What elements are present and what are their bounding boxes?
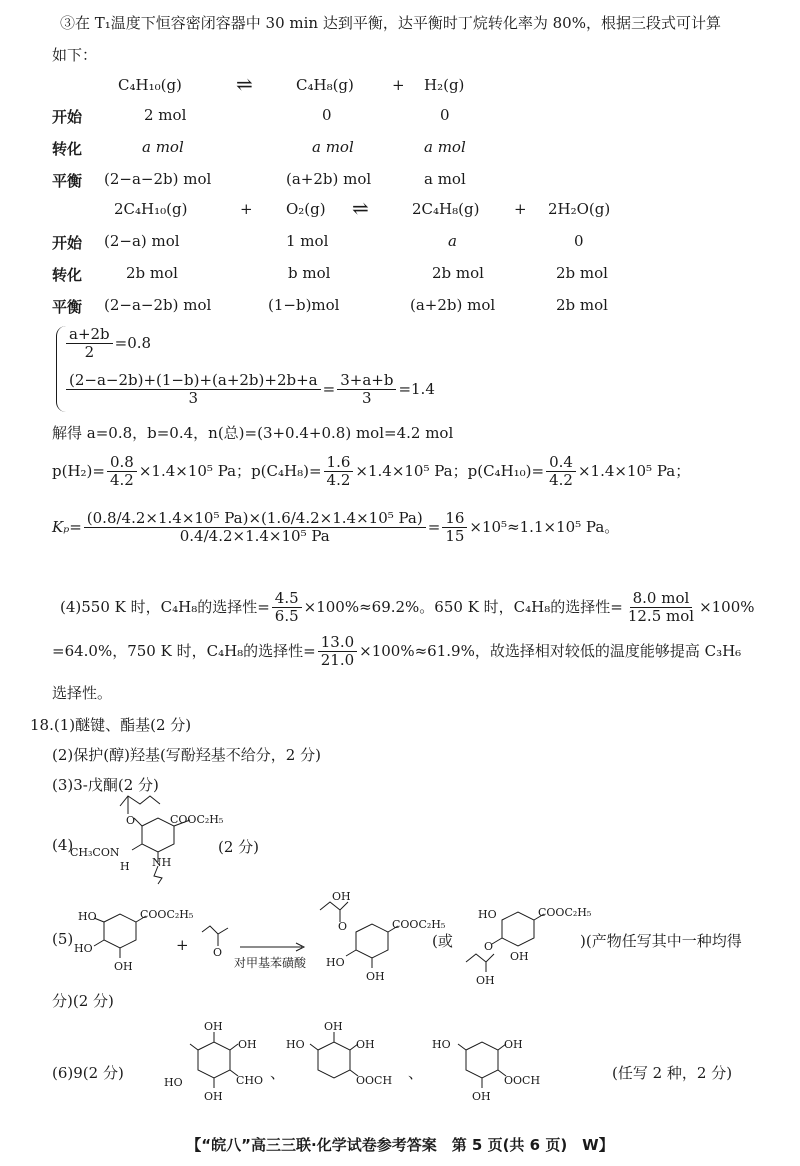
- r1-row-label: 开始: [52, 108, 83, 126]
- r2-product-1: 2C₄H₈(g): [412, 200, 480, 218]
- r2-reactant: 2C₄H₁₀(g): [114, 200, 188, 218]
- p4-text: ×100%≈61.9%，故选择相对较低的温度能够提高 C₃H₆: [359, 641, 742, 660]
- r1-cell: 0: [322, 106, 332, 124]
- s4-h: H: [120, 860, 130, 873]
- eq2-denominator-2: 3: [362, 389, 372, 408]
- q18-3: (3)3-戊酮(2 分): [52, 776, 159, 794]
- r2-cell: (2−a−2b) mol: [104, 296, 212, 314]
- structure-6b: [284, 1020, 394, 1124]
- r1-plus: +: [392, 76, 405, 94]
- r2-cell: (1−b)mol: [268, 296, 340, 314]
- structure-4-drawing: [70, 794, 230, 884]
- s5-ketone-o: O: [213, 946, 223, 959]
- r2-product-2: 2H₂O(g): [548, 200, 611, 218]
- s5-oh: OH: [114, 960, 133, 973]
- structure-6a: [158, 1020, 268, 1124]
- s5p-o: O: [338, 920, 348, 933]
- s5p-oh2: OH: [366, 970, 385, 983]
- r1-cell: a mol: [142, 138, 184, 156]
- structure-6b-drawing: [284, 1020, 394, 1120]
- s6c-oh-right: OH: [504, 1038, 523, 1051]
- q18-6-tail: (任写 2 种，2 分): [612, 1064, 733, 1082]
- p4-text: ×100%≈69.2%。650 K 时，C₄H₈的选择性=: [303, 597, 623, 616]
- catalyst-label: 对甲基苯磺酸: [234, 956, 307, 970]
- r2-cell: (2−a) mol: [104, 232, 180, 250]
- pc4h8-label: p(C₄H₈)=: [251, 461, 322, 480]
- s5a-ho: HO: [478, 908, 497, 921]
- p4-f1-den: 6.5: [274, 607, 299, 626]
- q18-5-or: (或: [432, 932, 453, 950]
- s5p-oh: OH: [332, 890, 351, 903]
- page-footer: 【“皖八”高三三联·化学试卷参考答案 第 5 页(共 6 页) W】: [186, 1136, 614, 1154]
- s6c-oh-bottom: OH: [472, 1090, 491, 1103]
- structure-5-reactant-drawing: [66, 904, 194, 980]
- r2-cell: 0: [574, 232, 584, 250]
- s6b-ho: HO: [286, 1038, 305, 1051]
- q18-4-label: (4): [52, 836, 74, 854]
- r2-cell: a: [448, 232, 457, 250]
- r2-cell: 2b mol: [556, 296, 608, 314]
- r2-row-label: 平衡: [52, 298, 83, 316]
- r2-oxygen: O₂(g): [286, 200, 326, 218]
- eq2-equals: =: [322, 379, 336, 398]
- kp-den-2: 15: [445, 527, 465, 546]
- pc4h8-den: 4.2: [326, 471, 351, 490]
- r1-cell: a mol: [312, 138, 354, 156]
- s6a-cho: CHO: [236, 1074, 264, 1087]
- s5-ester: COOC₂H₅: [140, 908, 194, 921]
- s5a-o: O: [484, 940, 494, 953]
- eq2-denominator: 3: [188, 389, 199, 408]
- s5p-ho: HO: [326, 956, 345, 969]
- structure-4: [70, 794, 230, 888]
- r2-row-label: 开始: [52, 234, 83, 252]
- ph2-den: 4.2: [109, 471, 134, 490]
- structure-5-alt-product: [452, 896, 592, 990]
- kp-equals: =: [427, 517, 441, 536]
- p4-f3-num: 13.0: [318, 634, 357, 652]
- equation-2: [64, 372, 435, 408]
- q18-6-sep-1: 、: [270, 1064, 286, 1082]
- r1-row-label: 平衡: [52, 172, 83, 190]
- structure-5-reactant: [66, 904, 194, 984]
- pc4h10-label: p(C₄H₁₀)=: [467, 461, 545, 480]
- eq2-rhs: =1.4: [398, 379, 435, 398]
- s6a-oh-top: OH: [204, 1020, 223, 1033]
- s5-ho2: HO: [74, 942, 93, 955]
- s6b-oh-top: OH: [324, 1020, 343, 1033]
- q18-5-label: (5): [52, 930, 74, 948]
- part4-line-3: 选择性。: [52, 684, 113, 702]
- s6c-ho: HO: [432, 1038, 451, 1051]
- r1-equilibrium-arrow: ⇌: [236, 72, 253, 96]
- r2-cell: 2b mol: [556, 264, 608, 282]
- r2-equilibrium-arrow: ⇌: [352, 196, 369, 220]
- part4-line-1: [60, 590, 755, 626]
- kp-result: ×10⁵≈1.1×10⁵ Pa。: [469, 517, 620, 536]
- q18-4-score: (2 分): [218, 838, 260, 856]
- s6a-ho: HO: [164, 1076, 183, 1089]
- q18-6-label: (6)9(2 分): [52, 1064, 124, 1082]
- p4-text: =64.0%，750 K 时，C₄H₈的选择性=: [52, 641, 316, 660]
- r2-plus: +: [514, 200, 527, 218]
- eq1-rhs: =0.8: [114, 333, 152, 352]
- q18-2: (2)保护(醇)羟基(写酚羟基不给分，2 分): [52, 746, 321, 764]
- r1-product-2: H₂(g): [424, 76, 465, 94]
- ph2-label: p(H₂)=: [52, 461, 105, 480]
- q18-5-end: 分)(2 分): [52, 992, 114, 1010]
- p4-f3-den: 21.0: [320, 651, 355, 670]
- kp-expression: [52, 510, 619, 546]
- intro-line-1: ③在 T₁温度下恒容密闭容器中 30 min 达到平衡，达平衡时丁烷转化率为 80%，根据三段式可计算: [60, 14, 721, 32]
- kp-numerator: (0.8/4.2×1.4×10⁵ Pa)×(1.6/4.2×1.4×10⁵ Pa): [84, 510, 426, 528]
- q18-5-tail: )(产物任写其中一种均得: [580, 932, 742, 950]
- solve-line: 解得 a=0.8，b=0.4，n(总)=(3+0.4+0.8) mol=4.2 mol: [52, 424, 454, 442]
- pc4h10-den: 4.2: [549, 471, 573, 490]
- r2-cell: 1 mol: [286, 232, 329, 250]
- s4-nh: NH: [152, 856, 172, 869]
- eq2-numerator: (2−a−2b)+(1−b)+(a+2b)+2b+a: [66, 372, 321, 390]
- r1-cell: (a+2b) mol: [286, 170, 372, 188]
- r1-cell: 0: [440, 106, 450, 124]
- partial-pressures: [52, 454, 690, 490]
- q18-1: 18.(1)醚键、酯基(2 分): [30, 716, 192, 734]
- s5a-oh2: OH: [476, 974, 495, 987]
- r2-cell: b mol: [288, 264, 331, 282]
- r1-reactant: C₄H₁₀(g): [118, 76, 182, 94]
- r2-cell: 2b mol: [126, 264, 178, 282]
- s5a-ester: COOC₂H₅: [538, 906, 592, 919]
- s6a-oh-right: OH: [238, 1038, 257, 1051]
- s6b-oocch: OOCH: [356, 1074, 393, 1087]
- pc4h8-num: 1.6: [324, 454, 354, 472]
- r1-cell: (2−a−2b) mol: [104, 170, 212, 188]
- equation-1: [64, 326, 151, 362]
- structure-6a-drawing: [158, 1020, 268, 1120]
- eq1-denominator: 2: [84, 343, 95, 362]
- p4-f2-num: 8.0 mol: [630, 590, 693, 608]
- s6c-oocch: OOCH: [504, 1074, 541, 1087]
- ph2-rhs: ×1.4×10⁵ Pa；: [138, 461, 252, 480]
- s5-ho1: HO: [78, 910, 97, 923]
- s6a-oh-bottom: OH: [204, 1090, 223, 1103]
- structure-5-product: [312, 888, 446, 992]
- r2-cell: 2b mol: [432, 264, 484, 282]
- s4-o: O: [126, 814, 136, 827]
- structure-5-ketone-drawing: [198, 920, 238, 960]
- r2-plus: +: [240, 200, 253, 218]
- q18-5-plus: +: [176, 936, 189, 954]
- structure-6c-drawing: [428, 1020, 558, 1120]
- s4-amide: CH₃CON: [70, 846, 120, 859]
- kp-num-2: 16: [442, 510, 467, 528]
- kp-label: Kₚ=: [52, 517, 82, 536]
- s5p-ester: COOC₂H₅: [392, 918, 446, 931]
- p4-text: (4)550 K 时，C₄H₈的选择性=: [60, 597, 270, 616]
- r1-cell: a mol: [424, 170, 466, 188]
- r1-cell: 2 mol: [144, 106, 187, 124]
- pc4h8-rhs: ×1.4×10⁵ Pa；: [355, 461, 468, 480]
- s6b-oh-right: OH: [356, 1038, 375, 1051]
- r1-product-1: C₄H₈(g): [296, 76, 354, 94]
- p4-text: ×100%: [699, 597, 755, 616]
- part4-line-2: [52, 634, 741, 670]
- intro-line-2: 如下：: [52, 46, 98, 64]
- structure-6c: [428, 1020, 558, 1124]
- r1-cell: a mol: [424, 138, 466, 156]
- s4-ester: COOC₂H₅: [170, 813, 224, 826]
- r1-row-label: 转化: [52, 140, 83, 158]
- r2-cell: (a+2b) mol: [410, 296, 496, 314]
- structure-5-alt-drawing: [452, 896, 592, 986]
- eq1-numerator: a+2b: [66, 326, 113, 344]
- ph2-num: 0.8: [107, 454, 137, 472]
- structure-5-product-drawing: [312, 888, 446, 988]
- s5a-oh: OH: [510, 950, 529, 963]
- structure-5-ketone: [198, 920, 238, 964]
- pc4h10-rhs: ×1.4×10⁵ Pa；: [577, 461, 691, 480]
- pc4h10-num: 0.4: [546, 454, 576, 472]
- r2-row-label: 转化: [52, 266, 83, 284]
- q18-6-sep-2: 、: [408, 1064, 424, 1082]
- p4-f2-den: 12.5 mol: [627, 607, 695, 626]
- eq2-numerator-2: 3+a+b: [337, 372, 396, 390]
- p4-f1-num: 4.5: [272, 590, 302, 608]
- kp-denominator: 0.4/4.2×1.4×10⁵ Pa: [179, 527, 330, 546]
